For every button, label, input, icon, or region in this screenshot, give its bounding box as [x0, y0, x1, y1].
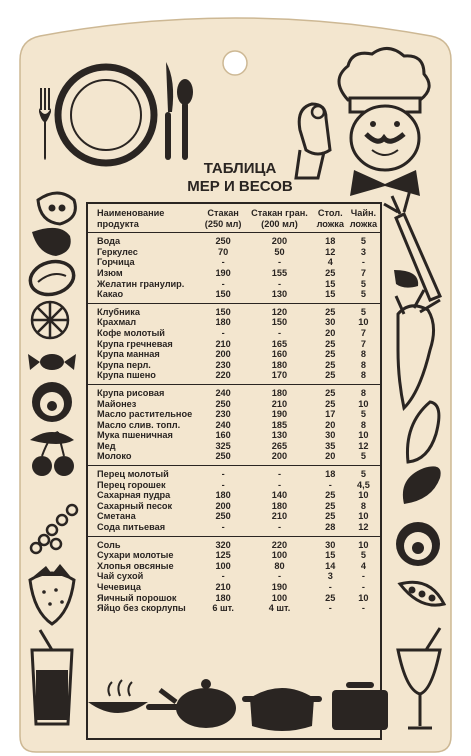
measure-cell: 20 — [325, 419, 336, 430]
measure-cell: 230 — [215, 409, 231, 420]
measure-cell: 5 — [360, 236, 366, 247]
column-header-line: ложка — [316, 218, 344, 229]
table-row — [88, 536, 380, 550]
measure-cell: 320 — [201, 536, 245, 550]
measure-cell: 150 — [271, 317, 288, 328]
measure-cell: 12 — [358, 440, 369, 451]
measure-cell: 160 — [215, 430, 231, 441]
table-row — [88, 511, 380, 522]
measure-cell: 25 — [325, 592, 336, 603]
measures-table-frame — [86, 202, 382, 740]
measure-cell: 100 — [271, 592, 288, 603]
measure-cell: - — [277, 327, 281, 338]
table-row — [88, 370, 380, 384]
measure-cell: 30 — [314, 536, 347, 550]
table-row — [88, 303, 380, 317]
measure-cell: - — [277, 278, 281, 289]
product-name-cell: Клубника — [88, 303, 201, 317]
product-name-cell: Сахарный песок — [97, 500, 173, 511]
product-name-cell: Крупа гречневая — [97, 338, 173, 349]
measure-cell: 25 — [314, 303, 347, 317]
hanging-hole — [223, 51, 247, 75]
measure-cell: 220 — [215, 370, 231, 381]
table-row — [88, 571, 380, 582]
table-header-row — [88, 204, 380, 233]
measure-cell: - — [221, 278, 225, 289]
measure-cell: - — [221, 327, 225, 338]
product-name-cell: Крупа манная — [97, 349, 160, 360]
table-row — [88, 257, 380, 268]
product-name-cell: Мед — [97, 440, 116, 451]
measure-cell: 5 — [360, 409, 366, 420]
measure-cell: - — [328, 582, 332, 592]
column-header — [314, 204, 347, 233]
measure-cell: 200 — [271, 236, 288, 247]
measure-cell: 5 — [360, 550, 366, 561]
measure-cell: 10 — [358, 398, 369, 409]
peach-icon — [32, 382, 72, 422]
measure-cell: 180 — [215, 317, 231, 328]
measure-cell: - — [201, 466, 245, 480]
measure-cell: 250 — [215, 511, 231, 522]
measure-cell: 230 — [215, 359, 231, 370]
table-body — [88, 233, 380, 617]
measure-cell: 6 шт. — [212, 603, 234, 614]
product-name-cell: Горчица — [97, 257, 135, 268]
measure-cell: 150 — [215, 289, 231, 300]
table-row — [88, 409, 380, 420]
measure-cell: 5 — [347, 303, 380, 317]
measure-cell: 14 — [325, 560, 336, 571]
table-row — [88, 561, 380, 572]
measure-cell: 190 — [215, 267, 231, 278]
measure-cell: 180 — [271, 500, 288, 511]
measure-cell: 10 — [358, 317, 369, 328]
measure-cell: 8 — [360, 419, 366, 430]
measure-cell: 180 — [245, 384, 313, 398]
measure-cell: 25 — [325, 511, 336, 522]
measure-cell: 25 — [325, 349, 336, 360]
measure-cell: 10 — [358, 430, 369, 441]
measure-cell: - — [277, 479, 281, 490]
measure-cell: 28 — [325, 522, 336, 533]
product-name-cell: Хлопья овсяные — [97, 560, 174, 571]
product-name-cell: Сахарная пудра — [97, 490, 171, 501]
column-header-line: продукта — [97, 218, 139, 229]
measure-cell: 25 — [325, 500, 336, 511]
measure-cell: 210 — [215, 582, 231, 592]
measure-cell: - — [277, 571, 281, 582]
measure-cell: 4 — [327, 257, 333, 268]
product-name-cell: Молоко — [97, 451, 132, 462]
measure-cell: 250 — [215, 451, 231, 462]
product-name-cell: Крупа пшено — [97, 370, 156, 381]
measure-cell: - — [361, 582, 365, 592]
table-row — [88, 593, 380, 604]
measure-cell: 12 — [358, 522, 369, 533]
measure-cell: 180 — [215, 490, 231, 501]
column-header-line: Стол. — [317, 208, 343, 218]
product-name-cell: Соль — [88, 536, 201, 550]
measure-cell: 170 — [271, 370, 288, 381]
measure-cell: - — [361, 571, 365, 582]
measure-cell: 15 — [325, 278, 336, 289]
table-row — [88, 501, 380, 512]
measure-cell: 25 — [325, 370, 336, 381]
column-header — [245, 204, 313, 233]
table-row — [88, 384, 380, 398]
product-name-cell: Какао — [97, 289, 124, 300]
product-name-cell: Крупа рисовая — [88, 384, 201, 398]
product-name-cell: Кофе молотый — [97, 327, 165, 338]
product-name-cell: Геркулес — [97, 246, 138, 257]
measure-cell: 210 — [271, 398, 288, 409]
product-name-cell: Изюм — [97, 267, 123, 278]
measure-cell: - — [277, 522, 281, 533]
measure-cell: 35 — [325, 440, 336, 451]
measure-cell: 200 — [215, 349, 231, 360]
measure-cell: 10 — [347, 536, 380, 550]
column-header — [201, 204, 245, 233]
table-row — [88, 317, 380, 328]
table-row — [88, 289, 380, 303]
measure-cell: 7 — [360, 267, 366, 278]
measure-cell: 70 — [218, 246, 229, 257]
column-header-line: ложка — [349, 218, 378, 229]
measure-cell: 8 — [360, 500, 366, 511]
product-name-cell: Яичный порошок — [97, 592, 177, 603]
measure-cell: - — [221, 479, 225, 490]
measure-cell: 20 — [325, 327, 336, 338]
measure-cell: 165 — [271, 338, 288, 349]
measure-cell: 220 — [245, 536, 313, 550]
table-row — [88, 441, 380, 452]
measure-cell: 210 — [215, 338, 231, 349]
table-row — [88, 550, 380, 561]
product-name-cell: Желатин гранулир. — [97, 278, 185, 289]
measure-cell: 10 — [358, 511, 369, 522]
measure-cell: - — [221, 257, 225, 268]
measure-cell: 50 — [274, 246, 285, 257]
measure-cell: 5 — [347, 466, 380, 480]
measure-cell: 10 — [358, 592, 369, 603]
column-header-line: (250 мл) — [204, 218, 242, 229]
product-name-cell: Мука пшеничная — [97, 430, 173, 441]
measure-cell: 7 — [360, 338, 366, 349]
column-header-line: Наименование — [97, 208, 165, 218]
measure-cell: 125 — [215, 550, 231, 561]
title-line-1: ТАБЛИЦА — [203, 160, 277, 177]
measure-cell: 130 — [271, 289, 288, 300]
table-row — [88, 339, 380, 350]
measure-cell: 8 — [360, 370, 366, 381]
measure-cell: 240 — [201, 384, 245, 398]
table-row — [88, 582, 380, 593]
tomato-icon — [396, 522, 440, 566]
measure-cell: 100 — [271, 550, 288, 561]
measure-cell: 17 — [325, 409, 336, 420]
measure-cell: 185 — [271, 419, 288, 430]
measure-cell: 240 — [215, 419, 231, 430]
measure-cell: 7 — [360, 327, 366, 338]
measure-cell: 325 — [215, 440, 231, 451]
measure-cell: 160 — [271, 349, 288, 360]
product-name-cell: Масло слив. топл. — [97, 419, 181, 430]
title-line-2: МЕР И ВЕСОВ — [187, 178, 293, 195]
product-name-cell: Яйцо без скорлупы — [97, 603, 186, 614]
table-row — [88, 430, 380, 441]
product-name-cell: Чечевица — [97, 582, 141, 592]
measure-cell: 150 — [201, 303, 245, 317]
measure-cell: 25 — [325, 359, 336, 370]
measure-cell: - — [328, 603, 332, 614]
table-row — [88, 233, 380, 247]
measure-cell: 3 — [360, 246, 366, 257]
product-name-cell: Сметана — [97, 511, 136, 522]
table-row — [88, 480, 380, 491]
column-header — [347, 204, 380, 233]
board-title — [160, 160, 320, 196]
product-name-cell: Перец горошек — [97, 479, 166, 490]
measure-cell: 10 — [358, 490, 369, 501]
table-row — [88, 490, 380, 501]
measure-cell: - — [221, 571, 225, 582]
column-header-line: Стакан — [207, 208, 239, 218]
measure-cell: 180 — [271, 359, 288, 370]
measure-cell: 265 — [271, 440, 288, 451]
measure-cell: 210 — [271, 511, 288, 522]
measure-cell: 190 — [271, 582, 288, 592]
measure-cell: 4 — [360, 560, 366, 571]
product-name-cell: Масло растительное — [97, 409, 193, 420]
measure-cell: 5 — [360, 278, 366, 289]
measure-cell: 180 — [215, 592, 231, 603]
measure-cell: 250 — [215, 236, 231, 247]
measure-cell: 15 — [325, 550, 336, 561]
measure-cell: 190 — [271, 409, 288, 420]
measure-cell: 155 — [271, 267, 288, 278]
measure-cell: 15 — [325, 289, 336, 300]
table-row — [88, 268, 380, 279]
measure-cell: 80 — [274, 560, 285, 571]
table-row — [88, 349, 380, 360]
measure-cell: 250 — [215, 398, 231, 409]
orange-slice-icon — [32, 302, 68, 338]
measures-table — [88, 204, 380, 617]
measure-cell: 140 — [271, 490, 288, 501]
table-row — [88, 466, 380, 480]
measure-cell: 5 — [360, 289, 366, 300]
measure-cell: 4,5 — [357, 479, 370, 490]
measure-cell: - — [245, 466, 313, 480]
table-row — [88, 522, 380, 536]
measure-cell: 8 — [347, 384, 380, 398]
table-row — [88, 399, 380, 410]
measure-cell: 5 — [360, 451, 366, 462]
measure-cell: 25 — [325, 398, 336, 409]
measure-cell: 4 шт. — [268, 603, 291, 614]
table-row — [88, 360, 380, 371]
table-row — [88, 247, 380, 258]
column-header — [88, 204, 201, 233]
measure-cell: - — [361, 603, 365, 614]
measure-cell: 25 — [325, 490, 336, 501]
product-name-cell: Крупа перл. — [97, 359, 151, 370]
measure-cell: - — [221, 522, 225, 533]
column-header-line: Стакан гран. — [251, 208, 308, 218]
measure-cell: 30 — [325, 317, 336, 328]
table-row — [88, 328, 380, 339]
product-name-cell: Майонез — [97, 398, 137, 409]
product-name-cell: Вода — [97, 236, 121, 247]
product-name-cell: Чай сухой — [97, 571, 144, 582]
measure-cell: 20 — [325, 451, 336, 462]
measure-cell: 30 — [325, 430, 336, 441]
measure-cell: 120 — [245, 303, 313, 317]
table-row — [88, 451, 380, 465]
measure-cell: 200 — [271, 451, 288, 462]
product-name-cell: Сода питьевая — [97, 522, 166, 533]
measure-cell: 8 — [360, 349, 366, 360]
table-row — [88, 420, 380, 431]
measure-cell: 25 — [314, 384, 347, 398]
measure-cell: 12 — [325, 246, 336, 257]
measure-cell: - — [361, 257, 365, 268]
measure-cell: 130 — [271, 430, 288, 441]
measure-cell: 18 — [325, 236, 336, 247]
measure-cell: - — [277, 257, 281, 268]
column-header-line: (200 мл) — [261, 218, 298, 229]
column-header-line: Чайн. — [350, 208, 377, 218]
measure-cell: 200 — [215, 500, 231, 511]
measure-cell: - — [328, 479, 332, 490]
table-row — [88, 279, 380, 290]
measure-cell: 25 — [325, 338, 336, 349]
measure-cell: 100 — [215, 560, 231, 571]
table-row — [88, 603, 380, 617]
measure-cell: 25 — [325, 267, 336, 278]
measure-cell: 8 — [360, 359, 366, 370]
measure-cell: 3 — [327, 571, 333, 582]
product-name-cell: Сухари молотые — [97, 550, 174, 561]
product-name-cell: Перец молотый — [88, 466, 201, 480]
product-name-cell: Крахмал — [97, 317, 137, 328]
measure-cell: 18 — [314, 466, 347, 480]
